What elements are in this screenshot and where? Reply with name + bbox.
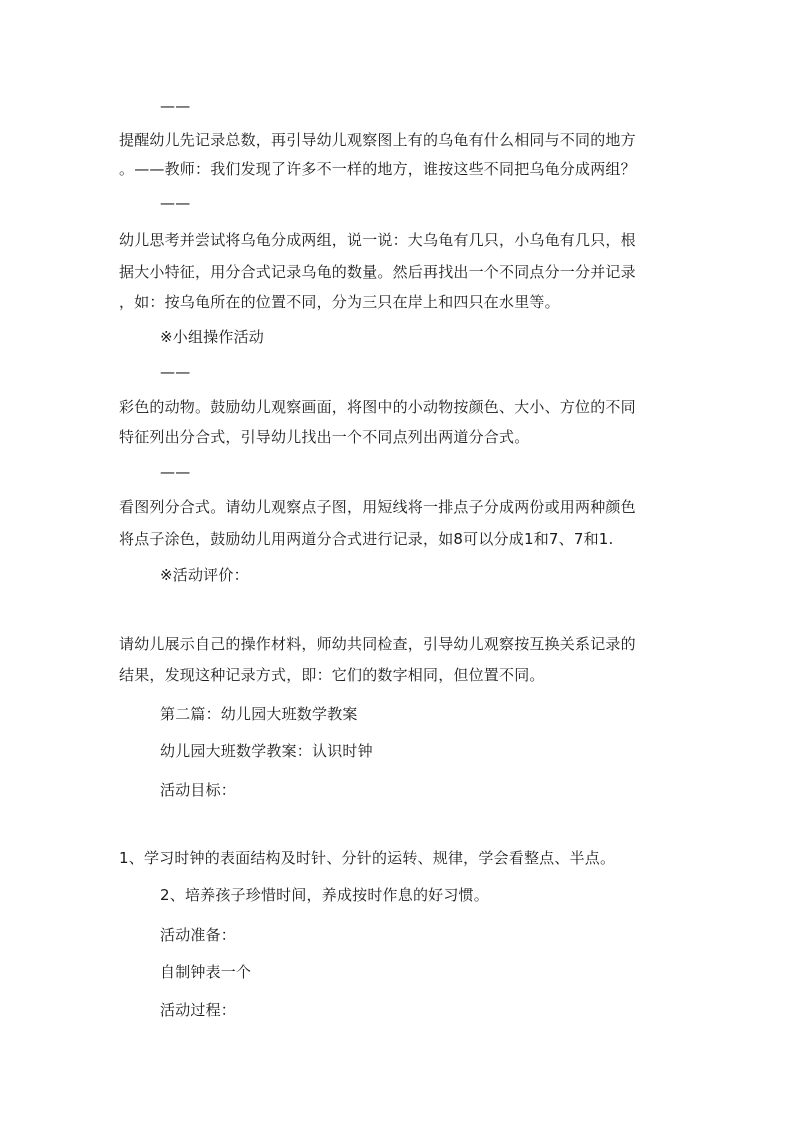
section-heading-evaluation: ※活动评价：: [160, 566, 249, 584]
section-heading-process: 活动过程：: [160, 1001, 237, 1019]
paragraph-line: 结果，发现这种记录方式，即：它们的数字相同，但位置不同。: [119, 666, 545, 684]
paragraph-line: 请幼儿展示自己的操作材料，师幼共同检查，引导幼儿观察按互换关系记录的: [119, 635, 636, 653]
goal-item-1: 1、学习时钟的表面结构及时针、分针的运转、规律，学会看整点、半点。: [119, 849, 616, 867]
paragraph-line: 彩色的动物。鼓励幼儿观察画面，将图中的小动物按颜色、大小、方位的不同: [119, 398, 636, 416]
dash-separator-3: ——: [160, 363, 191, 381]
preparation-item: 自制钟表一个: [160, 963, 252, 981]
section-heading-preparation: 活动准备：: [160, 926, 237, 944]
paragraph-line: 特征列出分合式，引导幼儿找出一个不同点列出两道分合式。: [119, 428, 530, 446]
paragraph-line: 将点子涂色，鼓励幼儿用两道分合式进行记录，如8可以分成1和7、7和1.: [119, 530, 614, 548]
paragraph-line: ，如：按乌龟所在的位置不同，分为三只在岸上和四只在水里等。: [119, 293, 560, 311]
section-heading-group-activity: ※小组操作活动: [160, 328, 264, 346]
dash-separator-2: ——: [160, 194, 191, 212]
dash-separator-4: ——: [160, 463, 191, 481]
chapter-title: 第二篇：幼儿园大班数学教案: [160, 705, 358, 723]
paragraph-line: 据大小特征，用分合式记录乌龟的数量。然后再找出一个不同点分一分并记录: [119, 263, 636, 281]
paragraph-line: 幼儿思考并尝试将乌龟分成两组，说一说：大乌龟有几只，小乌龟有几只，根: [119, 231, 636, 249]
lesson-title: 幼儿园大班数学教案：认识时钟: [160, 742, 373, 760]
section-heading-goals: 活动目标：: [160, 781, 237, 799]
dash-separator-1: ——: [160, 97, 191, 115]
paragraph-line: 看图列分合式。请幼儿观察点子图，用短线将一排点子分成两份或用两种颜色: [119, 498, 636, 516]
paragraph-line: 提醒幼儿先记录总数，再引导幼儿观察图上有的乌龟有什么相同与不同的地方: [119, 131, 636, 149]
paragraph-line: 。——教师：我们发现了许多不一样的地方，谁按这些不同把乌龟分成两组？: [119, 160, 636, 178]
goal-item-2: 2、培养孩子珍惜时间，养成按时作息的好习惯。: [160, 886, 489, 904]
